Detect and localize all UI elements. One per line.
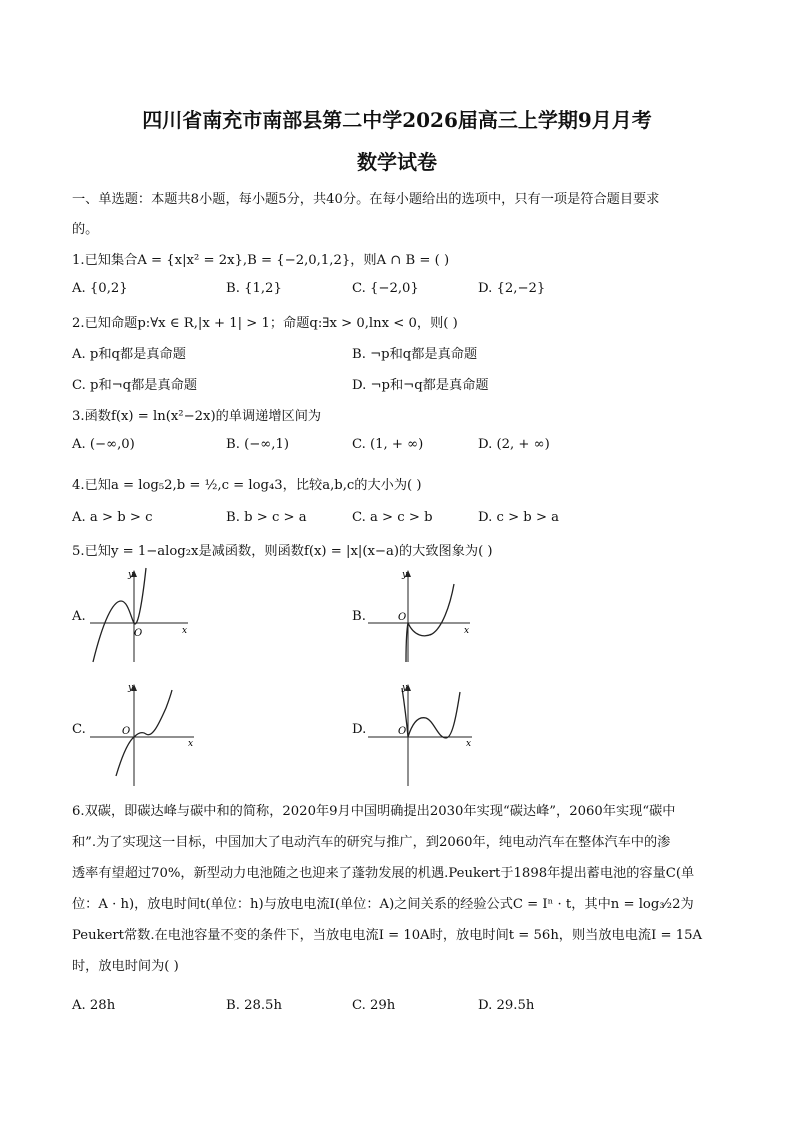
q5-graph-b: [366, 566, 476, 664]
q6-line-5: Peukert常数.在电池容量不变的条件下，当放电电流I = 10A时，放电时间t = 56h，则当放电电流I = 15A: [72, 928, 703, 943]
q5-a-x-label: x: [182, 626, 188, 636]
q1-option-d: D. {2,−2}: [478, 281, 546, 296]
section-heading: 一、单选题：本题共8小题，每小题5分，共40分。在每小题给出的选项中，只有一项是符合题目要求: [72, 192, 660, 207]
q2-option-a: A. p和q都是真命题: [72, 347, 186, 362]
q2-option-b: B. ¬p和q都是真命题: [352, 347, 478, 362]
q2-option-c: C. p和¬q都是真命题: [72, 378, 198, 393]
q1-option-c: C. {−2,0}: [352, 281, 419, 296]
q5-d-y-label: y: [402, 683, 408, 693]
q3-option-d: D. (2, + ∞): [478, 437, 550, 452]
q5-c-origin-label: O: [122, 726, 131, 737]
q5-c-x-label: x: [188, 739, 194, 749]
q5-label-a: A.: [72, 609, 86, 624]
q5-graph-a: [88, 566, 198, 664]
q1-option-b: B. {1,2}: [226, 281, 282, 296]
q6-line-1: 6.双碳，即碳达峰与碳中和的简称，2020年9月中国明确提出2030年实现“碳达峰”，2060年实现“碳中: [72, 804, 676, 819]
q3-option-c: C. (1, + ∞): [352, 437, 424, 452]
q6-line-6: 时，放电时间为( ): [72, 959, 179, 974]
q6-line-4: 位：A · h)，放电时间t(单位：h)与放电电流I(单位：A)之间关系的经验公式C = Iⁿ · t，其中n = log₃⁄₂2为: [72, 897, 694, 912]
q5-d-x-label: x: [466, 739, 472, 749]
q4-option-a: A. a > b > c: [72, 510, 153, 525]
q5-b-y-label: y: [402, 570, 408, 580]
q5-label-c: C.: [72, 722, 86, 737]
q1-option-a: A. {0,2}: [72, 281, 128, 296]
q5-b-origin-label: O: [398, 612, 407, 623]
q3-stem: 3.函数f(x) = ln(x²−2x)的单调递增区间为: [72, 409, 322, 424]
q4-option-b: B. b > c > a: [226, 510, 307, 525]
q5-label-b: B.: [352, 609, 366, 624]
q2-option-d: D. ¬p和¬q都是真命题: [352, 378, 489, 393]
q4-stem: 4.已知a = log₅2,b = ½,c = log₄3，比较a,b,c的大小为( ): [72, 478, 422, 493]
q6-line-3: 透率有望超过70%，新型动力电池随之也迎来了蓬勃发展的机遇.Peukert于1898年提出蓄电池的容量C(单: [72, 866, 695, 881]
section-heading-cont: 的。: [72, 222, 99, 237]
exam-title: 四川省南充市南部县第二中学2026届高三上学期9月月考: [142, 108, 652, 132]
q1-stem: 1.已知集合A = {x|x² = 2x},B = {−2,0,1,2}，则A ∩ B = ( ): [72, 253, 450, 268]
q4-option-d: D. c > b > a: [478, 510, 560, 525]
q3-option-b: B. (−∞,1): [226, 437, 289, 452]
q5-stem: 5.已知y = 1−alog₂x是减函数，则函数f(x) = |x|(x−a)的大致图象为( ): [72, 544, 493, 559]
q6-stem: [72, 796, 732, 982]
q6-option-a: A. 28h: [72, 998, 116, 1013]
q5-graph-c: [88, 678, 200, 788]
q4-option-c: C. a > c > b: [352, 510, 433, 525]
q5-graph-d: [366, 678, 478, 788]
q5-c-y-label: y: [128, 683, 134, 693]
q5-b-x-label: x: [464, 626, 470, 636]
q5-a-origin-label: O: [134, 628, 143, 639]
q6-line-2: 和”.为了实现这一目标，中国加大了电动汽车的研究与推广，到2060年，纯电动汽车在整体汽车中的渗: [72, 835, 671, 850]
q2-stem: 2.已知命题p:∀x ∈ R,|x + 1| > 1；命题q:∃x > 0,lnx < 0，则( ): [72, 316, 458, 331]
q6-option-b: B. 28.5h: [226, 998, 282, 1013]
exam-subtitle: 数学试卷: [357, 150, 437, 174]
q5-label-d: D.: [352, 722, 367, 737]
q3-option-a: A. (−∞,0): [72, 437, 135, 452]
q5-d-origin-label: O: [398, 726, 407, 737]
q6-option-d: D. 29.5h: [478, 998, 535, 1013]
q6-option-c: C. 29h: [352, 998, 396, 1013]
q5-a-y-label: y: [128, 570, 134, 580]
